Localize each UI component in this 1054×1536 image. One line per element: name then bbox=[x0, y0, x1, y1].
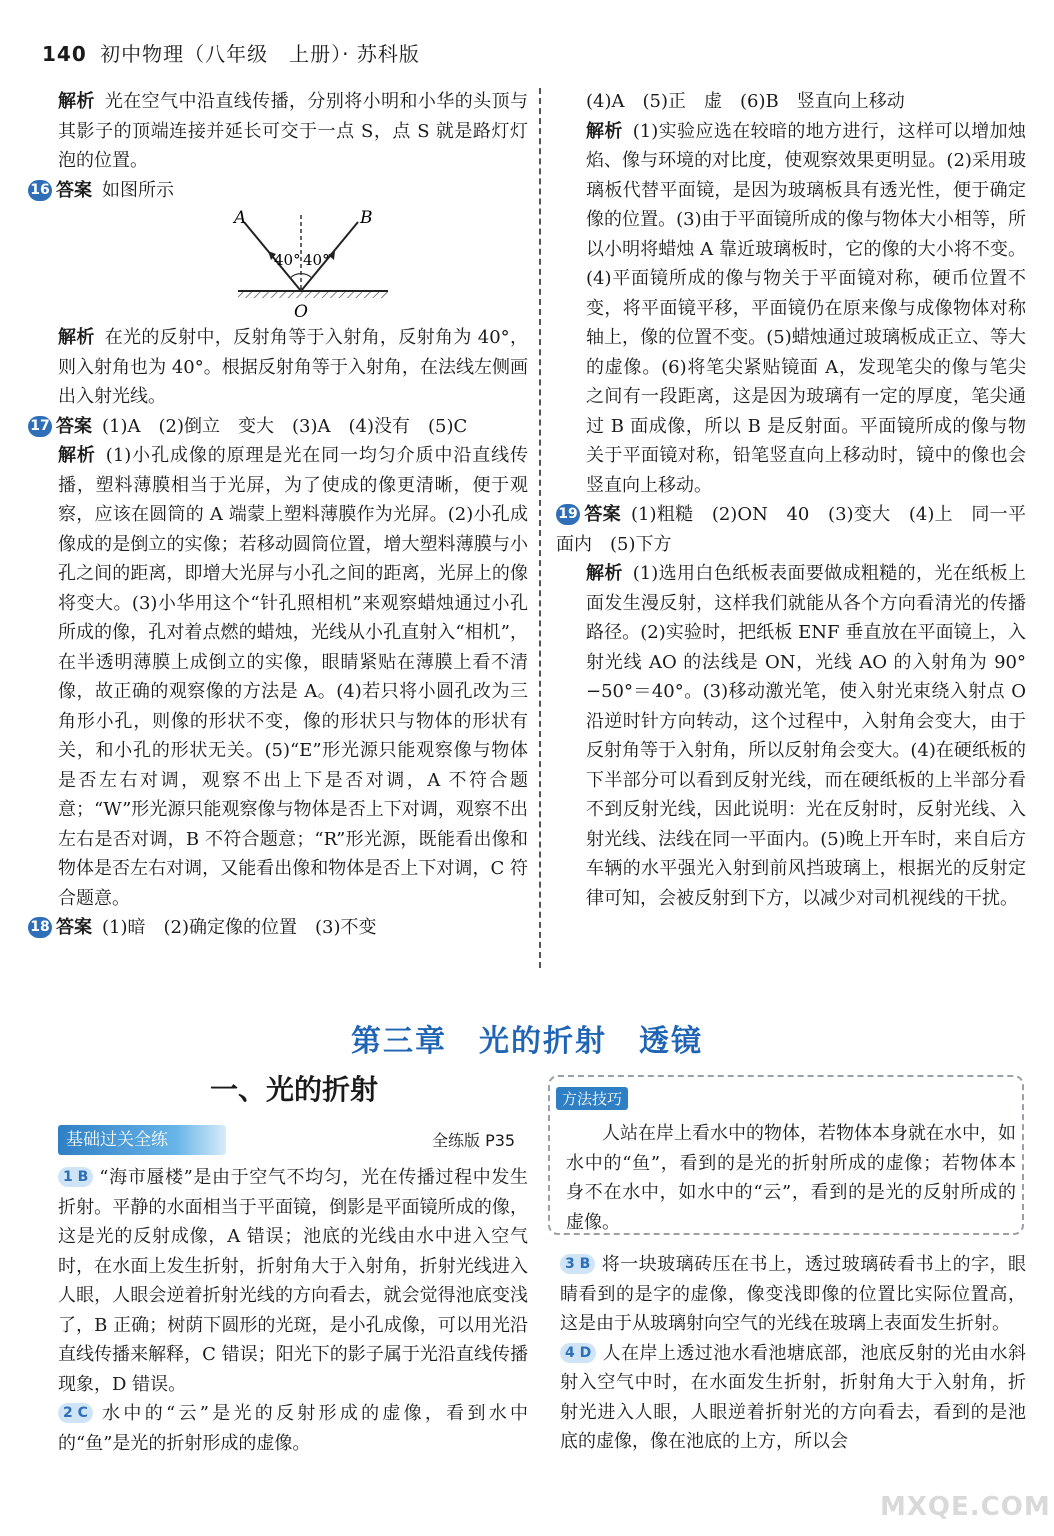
intro-analysis bbox=[58, 87, 528, 176]
answer-explanation: 人在岸上透过池水看池塘底部，池底反射的光由水斜射入空气中时，在水面发生折射，折射角大于入射角，折射光进入人眼，人眼逆着折射光的方向看去，看到的是池底的虚像，像在池底的上方，所以会 bbox=[560, 1342, 1026, 1452]
q17-answer bbox=[28, 412, 528, 442]
chapter-subtopic: 透镜 bbox=[639, 1024, 703, 1059]
reflection-diagram bbox=[58, 205, 528, 323]
answer-text: (1)粗糙 (2)ON 40 (3)变大 (4)上 同一平面内 (5)下方 bbox=[556, 504, 1027, 555]
analysis-label: 解析 bbox=[586, 120, 623, 142]
q16-analysis bbox=[58, 323, 528, 412]
question-number: 18 bbox=[28, 917, 52, 938]
reflection-figure bbox=[58, 205, 528, 323]
reflection-angle: 40° bbox=[303, 251, 330, 269]
answer-badge: 4 D bbox=[560, 1343, 596, 1363]
analysis-label: 解析 bbox=[58, 91, 95, 112]
q16-answer bbox=[28, 176, 528, 206]
analysis-label: 解析 bbox=[58, 327, 95, 348]
q18-answer bbox=[28, 913, 528, 943]
answer-label: 答案 bbox=[56, 415, 92, 437]
answer-badge: 3 B bbox=[560, 1254, 595, 1274]
practice-tag: 基础过关全练 bbox=[58, 1125, 226, 1155]
answer-badge: 1 B bbox=[58, 1167, 93, 1187]
question-number: 19 bbox=[556, 504, 580, 525]
q19-analysis bbox=[586, 559, 1026, 913]
analysis-text: (1)小孔成像的原理是光在同一均匀介质中沿直线传播，塑料薄膜相当于光屏，为了使成的像更清晰，便于观察，应该在圆筒的 A 端蒙上塑料薄膜作为光屏。(2)小孔成像成的是倒立的实像；若移动圆筒位置，增大塑料薄膜与小孔之间的距离，即增大光屏与小孔之间的距离，光屏上的像将变大。(3)小华用这个“针孔照相机”来观察蜡烛通过小孔所成的像，孔对着点燃的蜡烛，光线从小孔直射入“相机”，在半透明薄膜上成倒立的实像，眼睛紧贴在薄膜上看不清像，故正确的观察像的方法是 A。(4)若只将小圆孔改为三角形小孔，则像的形状不变，像的形状只与物体的形状有关，和小孔的形状无关。(5)“E”形光源只能观察像与物体是否左右对调，观察不出上下是否对调，A 不符合题意；“W”形光源只能观察像与物体是否上下对调，观察不出左右是否对调，B 不符合题意；“R”形光源，既能看出像和物体是否左右对调，又能看出像和物体是否上下对调，C 符合题意。 bbox=[58, 445, 529, 909]
mirror-hatch bbox=[238, 291, 388, 298]
answer-explanation: 水中的“云”是光的反射形成的虚像，看到水中的“鱼”是光的折射形成的虚像。 bbox=[58, 1403, 528, 1454]
analysis-label: 解析 bbox=[586, 563, 623, 584]
label-a: A bbox=[234, 208, 247, 228]
practice-reference: 全练版 P35 bbox=[432, 1131, 516, 1150]
answer-item bbox=[560, 1250, 1026, 1339]
bottom-left-answers bbox=[58, 1163, 528, 1458]
method-tip-box bbox=[548, 1075, 1024, 1235]
analysis-text: 光在空气中沿直线传播，分别将小明和小华的头顶与其影子的顶端连接并延长可交于一点 S，点 S 就是路灯灯泡的位置。 bbox=[58, 91, 529, 171]
answer-item bbox=[58, 1399, 528, 1458]
answer-explanation: “海市蜃楼”是由于空气不均匀，光在传播过程中发生折射。平静的水面相当于平面镜，倒影是平面镜所成的像，这是光的反射成像，A 错误；池底的光线由水中进入空气时，在水面上发生折射，折射角大于入射角，折射光线进入人眼，人眼会逆着折射光线的方向看去，就会觉得池底变浅了，B 正确；树荫下圆形的光斑，是小孔成像，可以用光沿直线传播来解释，C 错误；阳光下的影子属于光沿直线传播现象，D 错误。 bbox=[58, 1167, 528, 1395]
answer-text: (1)A (2)倒立 变大 (3)A (4)没有 (5)C bbox=[102, 415, 468, 437]
left-column bbox=[30, 87, 529, 943]
section-title: 一、光的折射 bbox=[210, 1073, 379, 1106]
answer-label: 答案 bbox=[56, 179, 92, 201]
answer-label: 答案 bbox=[56, 917, 92, 938]
incidence-angle: 40° bbox=[274, 251, 301, 269]
method-tip-tag: 方法技巧 bbox=[556, 1087, 628, 1110]
q19-answer bbox=[556, 500, 1026, 559]
label-b: B bbox=[360, 208, 373, 228]
q17-analysis bbox=[58, 441, 528, 913]
page-header bbox=[42, 38, 420, 67]
analysis-text: (1)实验应选在较暗的地方进行，这样可以增加烛焰、像与环境的对比度，使观察效果更明显。(2)采用玻璃板代替平面镜，是因为玻璃板具有透光性，便于确定像的位置。(3)由于平面镜所成的像与物体大小相等，所以小明将蜡烛 A 靠近玻璃板时，它的像的大小将不变。(4)平面镜所成的像与物关于平面镜对称，硬币位置不变，将平面镜平移，平面镜仍在原来像与成像物体对称轴上，像的位置不变。(5)蜡烛通过玻璃板成正立、等大的虚像。(6)将笔尖紧贴镜面 A，发现笔尖的像与笔尖之间有一段距离，这是因为玻璃有一定的厚度，笔尖通过 B 面成像，所以 B 是反射面。平面镜所成的像与物关于平面镜对称，铅笔竖直向上移动时，镜中的像也会竖直向上移动。 bbox=[586, 120, 1027, 496]
analysis-label: 解析 bbox=[58, 445, 96, 466]
method-tip-text: 人站在岸上看水中的物体，若物体本身就在水中，如水中的“鱼”，看到的是光的折射所成的虚像；若物体本身不在水中，如水中的“云”，看到的是光的反射所成的虚像。 bbox=[566, 1123, 1016, 1233]
book-title: 初中物理（八年级 上册）· 苏科版 bbox=[100, 42, 420, 66]
bottom-right-answers bbox=[560, 1250, 1026, 1457]
question-number: 16 bbox=[28, 180, 52, 201]
chapter-topic: 光的折射 bbox=[479, 1024, 607, 1059]
page-number: 140 bbox=[42, 42, 87, 66]
watermark: MXQE.COM bbox=[880, 1492, 1051, 1522]
label-o: O bbox=[294, 302, 308, 322]
answer-explanation: 将一块玻璃砖压在书上，透过玻璃砖看书上的字，眼睛看到的是字的虚像，像变浅即像的位置比实际位置高，这是由于从玻璃射向空气的光线在玻璃上表面发生折射。 bbox=[560, 1254, 1026, 1334]
right-column bbox=[556, 87, 1027, 913]
chapter-title bbox=[0, 1016, 1054, 1060]
answer-item bbox=[560, 1339, 1026, 1457]
column-divider bbox=[539, 88, 541, 968]
question-number: 17 bbox=[28, 416, 52, 437]
answer-text: 如图所示 bbox=[102, 179, 174, 201]
answer-text: (1)暗 (2)确定像的位置 (3)不变 bbox=[102, 917, 377, 938]
answer-badge: 2 C bbox=[58, 1403, 93, 1423]
q18-answer-continued: (4)A (5)正 虚 (6)B 竖直向上移动 bbox=[586, 91, 905, 112]
analysis-text: 在光的反射中，反射角等于入射角，反射角为 40°，则入射角也为 40°。根据反射角等于入射角，在法线左侧画出入射光线。 bbox=[58, 327, 529, 407]
analysis-text: (1)选用白色纸板表面要做成粗糙的，光在纸板上面发生漫反射，这样我们就能从各个方向看清光的传播路径。(2)实验时，把纸板 ENF 垂直放在平面镜上，入射光线 AO 的法线是 ON，光线 AO 的入射角为 90°−50°＝40°。(3)移动激光笔，使入射光束绕入射点 O 沿逆时针方向转动，这个过程中，入射角会变大，由于反射角等于入射角，所以反射角会变大。(4)在硬纸板的下半部分可以看到反射光线，而在硬纸板的上半部分看不到反射光线，因此说明：光在反射时，反射光线、入射光线、法线在同一平面内。(5)晚上开车时，来自后方车辆的水平强光入射到前风挡玻璃上，根据光的反射定律可知，会被反射到下方，以减少对司机视线的干扰。 bbox=[586, 563, 1027, 909]
chapter-number: 第三章 bbox=[351, 1024, 447, 1059]
answer-label: 答案 bbox=[584, 504, 621, 525]
q18-analysis bbox=[586, 117, 1026, 501]
answer-item bbox=[58, 1163, 528, 1399]
